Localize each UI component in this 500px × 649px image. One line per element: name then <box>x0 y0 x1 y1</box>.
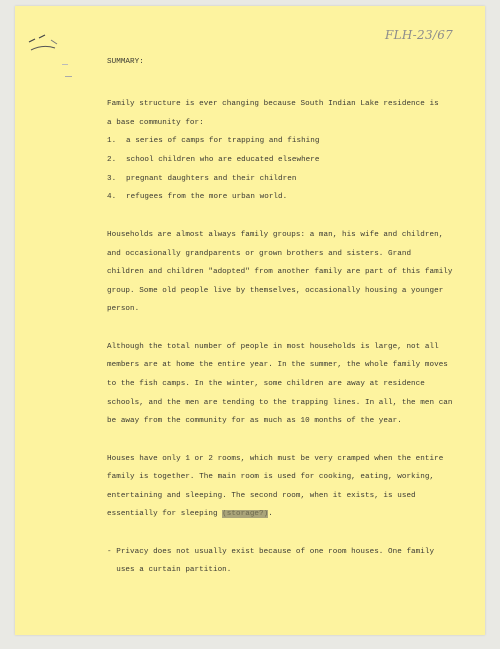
p2-line: Households are almost always family groups: a man, his wife and children, <box>107 231 444 239</box>
list-item-text: a series of camps for trapping and fishing <box>126 137 320 145</box>
p3-line: members are at home the entire year. In the summer, the whole family moves <box>107 361 448 369</box>
list-item-number: 2. <box>107 156 117 164</box>
p4-line: entertaining and sleeping. The second room, when it exists, is used <box>107 492 416 500</box>
p3-line: Although the total number of people in most households is large, not all <box>107 343 439 351</box>
list-item-text: pregnant daughters and their children <box>126 175 297 183</box>
p1-line: a base community for: <box>107 119 204 127</box>
p4-line: Houses have only 1 or 2 rooms, which must be very cramped when the entire <box>107 455 444 463</box>
pencil-mark-icon <box>25 28 65 88</box>
list-item-text: refugees from the more urban world. <box>126 193 288 201</box>
p5-line: uses a curtain partition. <box>107 566 232 574</box>
list-item-number: 3. <box>107 175 117 183</box>
p3-line: schools, and the men are tending to the trapping lines. In all, the men can <box>107 399 453 407</box>
p2-line: and occasionally grandparents or grown brothers and sisters. Grand <box>107 250 412 258</box>
p2-line: group. Some old people live by themselves, occasionally housing a younger <box>107 287 444 295</box>
p4-line-suffix: . <box>268 510 273 518</box>
p2-line: children and children "adopted" from another family are part of this family <box>107 268 453 276</box>
p3-line: be away from the community for as much as 10 months of the year. <box>107 417 402 425</box>
p5-line: - Privacy does not usually exist because of one room houses. One family <box>107 548 435 556</box>
p2-line: person. <box>107 305 140 313</box>
archive-mark: FLH-23/67 <box>385 28 454 42</box>
list-item-number: 1. <box>107 137 117 145</box>
heading: SUMMARY: <box>107 58 144 66</box>
faint-dash-mark <box>62 64 68 65</box>
list-item-text: school children who are educated elsewhere <box>126 156 320 164</box>
document-page <box>15 6 485 635</box>
faint-dash-mark <box>65 76 72 77</box>
list-item-number: 4. <box>107 193 117 201</box>
p4-line: family is together. The main room is used for cooking, eating, working, <box>107 473 435 481</box>
p3-line: to the fish camps. In the winter, some children are away at residence <box>107 380 425 388</box>
p1-line: Family structure is ever changing because South Indian Lake residence is <box>107 100 439 108</box>
p4-line <box>107 510 273 519</box>
struck-out-text: (storage?) <box>222 510 269 518</box>
p4-line-prefix: essentially for sleeping <box>107 510 218 518</box>
